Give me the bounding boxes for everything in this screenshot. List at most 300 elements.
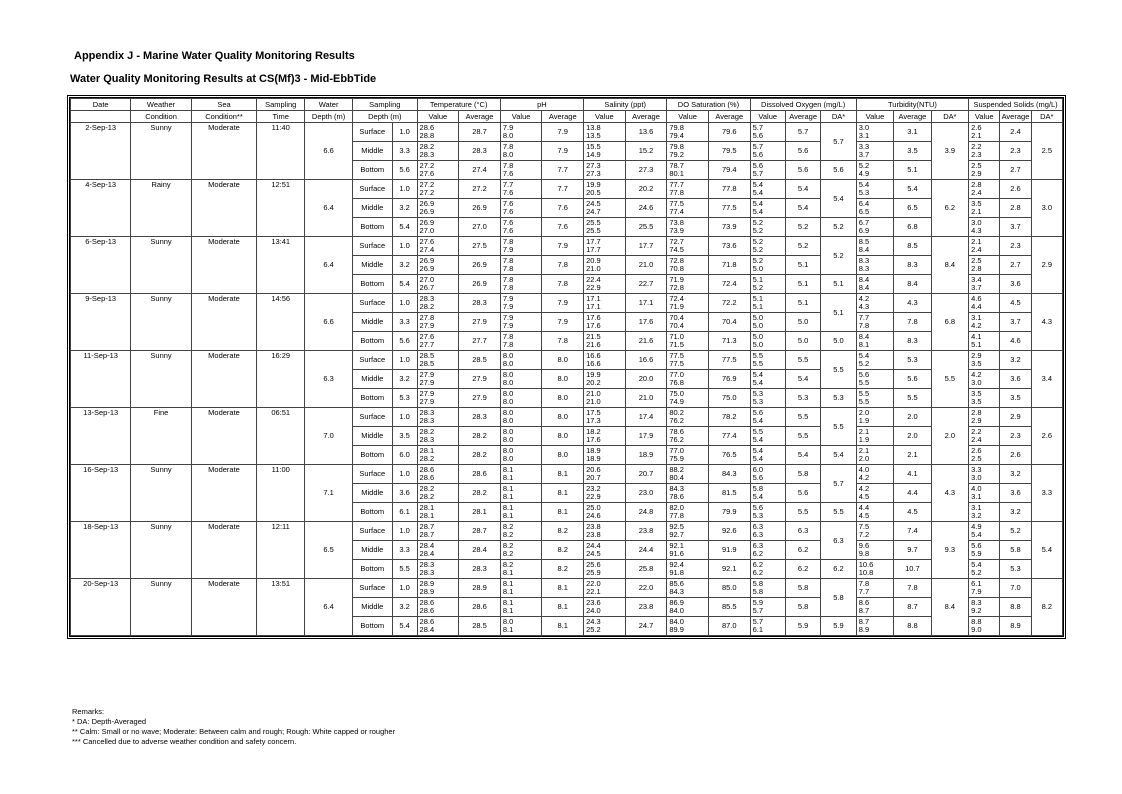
value-cell (667, 484, 709, 503)
average-cell: 17.1 (625, 294, 667, 313)
value-line: 5.3 (752, 511, 763, 520)
value-line: 25.5 (586, 218, 601, 227)
value-cell (584, 218, 626, 237)
value-line: 5.3 (752, 397, 763, 406)
average-cell: 8.1 (542, 598, 584, 617)
value-line: 5.4 (752, 454, 763, 463)
value-line: 79.8 (669, 142, 684, 151)
average-cell: 17.4 (625, 408, 667, 427)
value-line: 28.7 (419, 522, 435, 531)
sampling-level-cell: Middle (353, 427, 393, 446)
average-cell: 3.2 (1000, 351, 1031, 370)
sampling-level-cell: Surface (353, 351, 393, 370)
value-cell (750, 465, 785, 484)
value-line: 20.5 (586, 188, 601, 197)
average-cell: 8.1 (542, 503, 584, 522)
average-cell: 71.8 (708, 256, 750, 275)
average-cell: 72.4 (708, 275, 750, 294)
value-line: 5.7 (752, 142, 763, 151)
value-line: 8.2 (502, 560, 514, 569)
sampling-level-cell: Bottom (353, 503, 393, 522)
depth-averaged-cell: 5.8 (821, 579, 856, 617)
average-cell: 20.0 (625, 370, 667, 389)
value-line: 6.3 (752, 522, 763, 531)
value-line: 28.6 (419, 598, 435, 607)
average-cell: 78.2 (708, 408, 750, 427)
value-cell (856, 427, 893, 446)
average-cell: 6.2 (785, 560, 820, 579)
value-line: 4.5 (858, 511, 870, 520)
average-cell: 70.4 (708, 313, 750, 332)
depth-averaged-cell: 4.3 (1031, 294, 1062, 351)
average-cell: 27.7 (459, 332, 501, 351)
sampling-time-cell: 11:00 (257, 465, 305, 522)
value-line: 8.4 (858, 332, 870, 341)
value-cell (856, 465, 893, 484)
value-line: 7.6 (502, 207, 514, 216)
value-line: 14.9 (586, 150, 601, 159)
value-line: 82.0 (669, 503, 684, 512)
value-line: 28.3 (419, 294, 435, 303)
value-cell (750, 332, 785, 351)
value-line: 84.3 (669, 484, 684, 493)
value-line: 8.1 (502, 465, 514, 474)
value-cell (969, 294, 1000, 313)
weather-cell: Sunny (131, 123, 191, 180)
column-header: DO Saturation (%) (667, 99, 750, 111)
sampling-depth-cell: 3.3 (392, 541, 417, 560)
value-cell (969, 408, 1000, 427)
average-cell: 2.3 (1000, 427, 1031, 446)
depth-averaged-cell: 8.4 (931, 237, 968, 294)
value-line: 27.2 (419, 188, 435, 197)
value-line: 8.2 (502, 541, 514, 550)
average-cell: 8.2 (542, 541, 584, 560)
value-cell (667, 427, 709, 446)
value-cell (969, 446, 1000, 465)
value-line: 84.3 (669, 587, 684, 596)
average-cell: 8.1 (542, 484, 584, 503)
average-cell: 2.6 (1000, 180, 1031, 199)
average-cell: 2.7 (1000, 256, 1031, 275)
value-cell (500, 389, 542, 408)
value-line: 5.4 (858, 351, 870, 360)
value-line: 22.9 (586, 492, 601, 501)
average-cell: 5.4 (785, 199, 820, 218)
average-cell: 21.0 (625, 256, 667, 275)
value-cell (584, 522, 626, 541)
value-line: 28.4 (419, 625, 435, 634)
value-line: 4.3 (858, 302, 870, 311)
value-line: 70.8 (669, 264, 684, 273)
value-line: 7.6 (502, 169, 514, 178)
value-cell (584, 237, 626, 256)
average-cell: 5.4 (785, 446, 820, 465)
weather-cell: Rainy (131, 180, 191, 237)
value-cell (750, 218, 785, 237)
value-line: 19.9 (586, 370, 601, 379)
average-cell: 5.8 (785, 598, 820, 617)
sampling-depth-cell: 5.4 (392, 275, 417, 294)
value-line: 5.4 (971, 560, 982, 569)
value-cell (969, 237, 1000, 256)
value-cell (750, 522, 785, 541)
table-row (71, 408, 1063, 427)
value-line: 84.0 (669, 617, 684, 626)
value-cell (750, 598, 785, 617)
value-line: 75.0 (669, 389, 684, 398)
depth-averaged-cell: 5.1 (821, 294, 856, 332)
value-line: 5.4 (752, 180, 763, 189)
value-line: 28.3 (419, 150, 435, 159)
average-cell: 73.6 (708, 237, 750, 256)
sampling-level-cell: Surface (353, 123, 393, 142)
value-line: 5.6 (752, 150, 763, 159)
column-subheader: Value (667, 111, 709, 123)
average-cell: 5.3 (1000, 560, 1031, 579)
sampling-level-cell: Middle (353, 313, 393, 332)
depth-averaged-cell: 5.5 (821, 408, 856, 446)
average-cell: 28.3 (459, 142, 501, 161)
average-cell: 3.6 (1000, 275, 1031, 294)
average-cell: 73.9 (708, 218, 750, 237)
average-cell: 8.1 (542, 617, 584, 636)
average-cell: 8.8 (1000, 598, 1031, 617)
sampling-depth-cell: 3.6 (392, 484, 417, 503)
average-cell: 5.5 (894, 389, 931, 408)
value-line: 79.8 (669, 123, 684, 132)
header-row-1 (71, 99, 1063, 111)
average-cell: 25.5 (625, 218, 667, 237)
depth-averaged-cell: 6.2 (931, 180, 968, 237)
value-line: 8.0 (502, 131, 514, 140)
average-cell: 28.1 (459, 503, 501, 522)
sampling-level-cell: Bottom (353, 218, 393, 237)
value-line: 2.1 (858, 446, 870, 455)
value-cell (969, 199, 1000, 218)
value-cell (667, 351, 709, 370)
value-line: 8.1 (502, 587, 514, 596)
average-cell: 5.6 (785, 142, 820, 161)
average-cell: 21.0 (625, 389, 667, 408)
value-line: 5.0 (752, 321, 763, 330)
column-header: Turbidity(NTU) (856, 99, 968, 111)
value-line: 77.7 (669, 180, 684, 189)
sampling-depth-cell: 5.6 (392, 161, 417, 180)
average-cell: 10.7 (894, 560, 931, 579)
depth-averaged-cell: 2.0 (931, 408, 968, 465)
value-line: 2.1 (858, 427, 870, 436)
average-cell: 5.2 (1000, 522, 1031, 541)
value-cell (500, 180, 542, 199)
value-line: 8.8 (971, 617, 982, 626)
average-cell: 8.2 (542, 522, 584, 541)
value-line: 5.4 (752, 207, 763, 216)
average-cell: 2.4 (1000, 123, 1031, 142)
value-line: 5.5 (752, 351, 763, 360)
value-cell (584, 465, 626, 484)
average-cell: 27.0 (459, 218, 501, 237)
average-cell: 7.8 (542, 332, 584, 351)
table-row (71, 351, 1063, 370)
sampling-time-cell: 06:51 (257, 408, 305, 465)
value-line: 18.9 (586, 454, 601, 463)
average-cell: 4.4 (894, 484, 931, 503)
value-line: 8.0 (502, 397, 514, 406)
value-line: 4.9 (858, 169, 870, 178)
value-cell (667, 446, 709, 465)
value-line: 91.8 (669, 568, 684, 577)
value-cell (584, 617, 626, 636)
value-cell (750, 370, 785, 389)
average-cell: 28.3 (459, 408, 501, 427)
average-cell: 17.9 (625, 427, 667, 446)
depth-averaged-cell: 2.6 (1031, 408, 1062, 465)
value-cell (969, 275, 1000, 294)
value-line: 7.8 (502, 237, 514, 246)
value-cell (969, 256, 1000, 275)
average-cell: 7.7 (542, 180, 584, 199)
value-line: 1.9 (858, 416, 870, 425)
value-cell (969, 218, 1000, 237)
value-cell (417, 522, 459, 541)
sampling-depth-cell: 3.2 (392, 598, 417, 617)
average-cell: 4.1 (894, 465, 931, 484)
average-cell: 79.6 (708, 123, 750, 142)
value-cell (750, 161, 785, 180)
value-cell (750, 180, 785, 199)
results-table (70, 98, 1063, 636)
average-cell: 4.6 (1000, 332, 1031, 351)
date-cell: 4-Sep-13 (71, 180, 131, 237)
average-cell: 7.8 (894, 313, 931, 332)
average-cell: 5.3 (894, 351, 931, 370)
sampling-depth-cell: 1.0 (392, 123, 417, 142)
sampling-level-cell: Middle (353, 199, 393, 218)
value-line: 8.9 (858, 625, 870, 634)
date-cell: 9-Sep-13 (71, 294, 131, 351)
depth-averaged-cell: 5.5 (821, 351, 856, 389)
value-line: 20.2 (586, 378, 601, 387)
average-cell: 7.9 (542, 313, 584, 332)
depth-averaged-cell: 5.5 (931, 351, 968, 408)
average-cell: 28.6 (459, 598, 501, 617)
column-subheader: Condition (131, 111, 191, 123)
value-line: 6.7 (858, 218, 870, 227)
average-cell: 2.0 (894, 408, 931, 427)
value-line: 2.0 (858, 454, 870, 463)
value-line: 27.3 (586, 169, 601, 178)
value-line: 8.1 (502, 625, 514, 634)
value-line: 8.5 (858, 237, 870, 246)
average-cell: 28.2 (459, 427, 501, 446)
value-cell (500, 427, 542, 446)
column-subheader (71, 111, 131, 123)
value-line: 9.0 (971, 625, 982, 634)
depth-averaged-cell: 3.0 (1031, 180, 1062, 237)
value-line: 74.5 (669, 245, 684, 254)
water-depth-cell: 6.3 (305, 351, 353, 408)
value-line: 21.0 (586, 397, 601, 406)
value-line: 21.0 (586, 389, 601, 398)
value-line: 27.9 (419, 378, 435, 387)
value-cell (856, 370, 893, 389)
value-line: 20.9 (586, 256, 601, 265)
sampling-level-cell: Surface (353, 294, 393, 313)
value-line: 5.2 (752, 226, 763, 235)
value-line: 4.2 (971, 370, 982, 379)
sampling-depth-cell: 3.3 (392, 142, 417, 161)
value-line: 3.1 (971, 492, 982, 501)
average-cell: 7.9 (542, 237, 584, 256)
value-line: 5.3 (752, 389, 763, 398)
value-cell (417, 199, 459, 218)
average-cell: 7.9 (542, 142, 584, 161)
value-line: 2.4 (971, 188, 982, 197)
sampling-depth-cell: 5.6 (392, 332, 417, 351)
value-line: 28.2 (419, 142, 435, 151)
depth-averaged-cell: 3.3 (1031, 465, 1062, 522)
sampling-depth-cell: 6.0 (392, 446, 417, 465)
value-line: 2.5 (971, 256, 982, 265)
value-line: 73.9 (669, 226, 684, 235)
value-cell (667, 541, 709, 560)
average-cell: 5.4 (785, 370, 820, 389)
value-cell (417, 541, 459, 560)
value-line: 7.8 (502, 142, 514, 151)
average-cell: 23.8 (625, 522, 667, 541)
average-cell: 76.5 (708, 446, 750, 465)
depth-averaged-cell: 6.2 (821, 560, 856, 579)
value-cell (584, 161, 626, 180)
value-line: 89.9 (669, 625, 684, 634)
value-line: 26.9 (419, 256, 435, 265)
depth-averaged-cell: 5.7 (821, 465, 856, 503)
column-subheader: DA* (821, 111, 856, 123)
value-cell (417, 617, 459, 636)
average-cell: 22.7 (625, 275, 667, 294)
value-line: 8.1 (502, 606, 514, 615)
value-line: 72.8 (669, 256, 684, 265)
average-cell: 28.5 (459, 617, 501, 636)
value-cell (750, 408, 785, 427)
average-cell: 27.2 (459, 180, 501, 199)
value-cell (667, 522, 709, 541)
average-cell: 8.0 (542, 370, 584, 389)
value-line: 6.2 (752, 560, 763, 569)
value-line: 5.0 (752, 340, 763, 349)
value-line: 8.1 (502, 598, 514, 607)
value-line: 77.0 (669, 446, 684, 455)
average-cell: 8.0 (542, 351, 584, 370)
value-cell (500, 541, 542, 560)
value-line: 25.5 (586, 226, 601, 235)
average-cell: 8.1 (542, 579, 584, 598)
value-line: 26.7 (419, 283, 435, 292)
column-subheader: Value (969, 111, 1000, 123)
value-line: 5.8 (752, 579, 763, 588)
value-line: 92.5 (669, 522, 684, 531)
value-line: 22.0 (586, 579, 601, 588)
value-cell (417, 408, 459, 427)
remarks (72, 707, 395, 747)
value-cell (750, 541, 785, 560)
value-line: 7.8 (502, 283, 514, 292)
sampling-level-cell: Middle (353, 370, 393, 389)
value-line: 28.6 (419, 123, 435, 132)
value-cell (856, 180, 893, 199)
value-cell (856, 522, 893, 541)
value-line: 70.4 (669, 321, 684, 330)
average-cell: 5.8 (1000, 541, 1031, 560)
value-line: 8.1 (502, 484, 514, 493)
depth-averaged-cell: 5.1 (821, 275, 856, 294)
value-line: 20.7 (586, 473, 601, 482)
value-cell (417, 218, 459, 237)
value-line: 7.8 (858, 579, 870, 588)
sampling-level-cell: Bottom (353, 275, 393, 294)
value-line: 5.5 (752, 359, 763, 368)
average-cell: 28.3 (459, 294, 501, 313)
sampling-time-cell: 16:29 (257, 351, 305, 408)
value-line: 28.5 (419, 351, 435, 360)
average-cell: 3.2 (1000, 465, 1031, 484)
value-line: 91.6 (669, 549, 684, 558)
value-cell (969, 332, 1000, 351)
value-line: 28.1 (419, 503, 435, 512)
value-cell (500, 522, 542, 541)
value-line: 5.6 (752, 503, 763, 512)
column-header: Water (305, 99, 353, 111)
value-line: 6.3 (752, 541, 763, 550)
value-line: 5.2 (752, 256, 763, 265)
value-line: 7.7 (858, 587, 870, 596)
value-line: 17.7 (586, 245, 601, 254)
value-line: 5.1 (752, 302, 763, 311)
value-line: 23.6 (586, 598, 601, 607)
sampling-depth-cell: 3.2 (392, 256, 417, 275)
value-line: 4.9 (971, 522, 982, 531)
value-line: 3.5 (971, 397, 982, 406)
value-line: 28.2 (419, 492, 435, 501)
value-line: 5.2 (752, 218, 763, 227)
average-cell: 13.6 (625, 123, 667, 142)
average-cell: 20.2 (625, 180, 667, 199)
column-subheader: Average (894, 111, 931, 123)
average-cell: 28.4 (459, 541, 501, 560)
value-cell (500, 275, 542, 294)
sampling-level-cell: Surface (353, 522, 393, 541)
value-line: 5.9 (752, 598, 763, 607)
value-cell (500, 579, 542, 598)
value-line: 7.2 (858, 530, 870, 539)
value-line: 8.0 (502, 416, 514, 425)
average-cell: 15.2 (625, 142, 667, 161)
average-cell: 22.0 (625, 579, 667, 598)
column-subheader: Value (417, 111, 459, 123)
table-row (71, 123, 1063, 142)
average-cell: 23.0 (625, 484, 667, 503)
value-line: 25.2 (586, 625, 601, 634)
value-line: 3.4 (971, 275, 982, 284)
column-subheader: Depth (m) (305, 111, 353, 123)
value-line: 2.8 (971, 408, 982, 417)
value-line: 28.9 (419, 587, 435, 596)
sampling-level-cell: Surface (353, 237, 393, 256)
value-line: 78.6 (669, 427, 684, 436)
column-subheader: Average (625, 111, 667, 123)
average-cell: 9.7 (894, 541, 931, 560)
